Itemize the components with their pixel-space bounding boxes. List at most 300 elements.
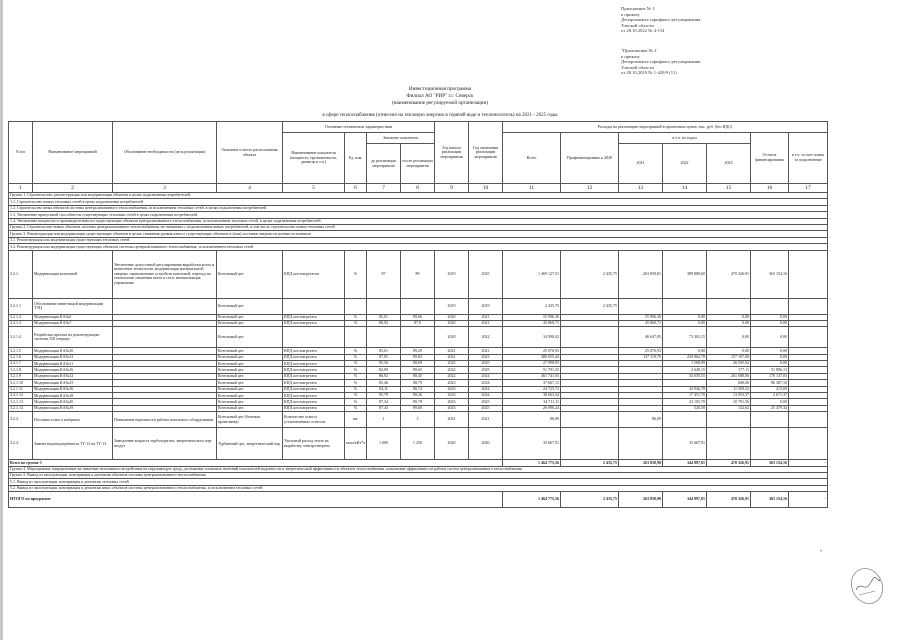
grand-total-label: ИТОГО по программе: [9, 492, 503, 508]
cell-no: 3.2.1.14: [9, 405, 33, 411]
cell-purpose: Повышение надежности работы котельного оборудования: [113, 412, 217, 428]
signature-stamp-icon: [847, 564, 887, 608]
grand-total-cell: 470 326,91: [707, 492, 751, 508]
cell-object: Котельный цех: [217, 380, 283, 386]
cell-after: 1 250: [401, 428, 435, 460]
cell-object: Котельный цех: [217, 320, 283, 326]
column-number: 3: [113, 184, 217, 193]
cell-start: 2023: [435, 405, 469, 411]
cell-start: 2020: [435, 314, 469, 320]
cell-y2: 34 946,78: [663, 386, 707, 392]
cell-purpose: [113, 298, 217, 314]
cell-no: 3.2.1.6: [9, 354, 33, 360]
column-number: 9: [435, 184, 469, 193]
cell-object: Котельный цех: [217, 386, 283, 392]
cell-total: 34 990,02: [503, 327, 561, 348]
cell-name: Модернизация КА№16: [33, 367, 113, 373]
cell-start: 2020: [435, 320, 469, 326]
cell-rest: 0,00: [751, 354, 789, 360]
cell-tech: КПД котлоагрегата: [283, 354, 345, 360]
cell-after: 89,65: [401, 367, 435, 373]
section-group-2: Группа 2. Строительство новых объектов системы централизованного теплоснабжения, не связанных с подключением новых потребителей, в том числе строительство новых тепловых сетей: [9, 224, 828, 230]
total-group-3-label: Всего по группе 3: [9, 460, 503, 466]
approval-line: от 28.10.2022 № 4-154: [621, 28, 665, 34]
cell-no: 3.2.1.4: [9, 327, 33, 348]
cell-before: 85,56: [367, 361, 401, 367]
cell-rest: [751, 412, 789, 428]
cell-name: Модернизация КА№20: [33, 399, 113, 405]
grand-total-cell: 344 997,81: [663, 492, 707, 508]
cell-purpose: Увеличение допустимой регулирования выработки котла и вынесение технологии, модернизация материальной энергии, переключение устройств котельной, переход на технологию снижения котла и сети, автоматизация управления: [113, 250, 217, 298]
cell-incl: [789, 428, 828, 460]
cell-after: 89,79: [401, 399, 435, 405]
cell-tech: КПД котлоагрегатов: [283, 250, 345, 298]
cell-object: Котельный цех: [217, 354, 283, 360]
cell-name: Разработка проекта на реконструкцию системы ХВ очереди: [33, 327, 113, 348]
cell-object: Котельный цех: [217, 399, 283, 405]
col-after-period: Остаток финансирования: [751, 133, 789, 184]
col-unit: Ед. изм.: [345, 133, 367, 184]
section-3-1: 3.1. Реконструкция или модернизация существующих тепловых сетей: [9, 237, 828, 243]
column-number: 10: [469, 184, 503, 193]
cell-no: 3.2.1.: [9, 250, 33, 298]
cell-start: 2022: [435, 373, 469, 379]
cell-y3: [707, 298, 751, 314]
cell-before: 86,92: [367, 373, 401, 379]
cell-name: Модернизация КА№10: [33, 348, 113, 354]
total-cell: 470 326,91: [707, 460, 751, 466]
cell-no: 3.2.1.8: [9, 367, 33, 373]
cell-after: 89,26: [401, 393, 435, 399]
grand-total-cell: -: [789, 492, 828, 508]
cell-start: 2021: [435, 412, 469, 428]
cell-no: 3.2.1.3: [9, 320, 33, 326]
cell-no: 3.2.1.9: [9, 373, 33, 379]
total-cell: -: [789, 460, 828, 466]
approval-stamp-1: [621, 6, 700, 34]
cell-before: 87,43: [367, 405, 401, 411]
title-line: Филиал АО "РИР" г.г. Северск: [406, 92, 474, 99]
cell-after: 89,29: [401, 348, 435, 354]
cell-unit: [345, 298, 367, 314]
cell-tech: КПД котлоагрегата: [283, 361, 345, 367]
cell-before: 87,34: [367, 399, 401, 405]
cell-y2: 220 862,78: [663, 354, 707, 360]
cell-rest: 363 154,16: [751, 250, 789, 298]
cell-fin: 2 435,75: [561, 298, 619, 314]
cell-total: 25 076,93: [503, 348, 561, 354]
section-1-3: 1.3. Увеличение пропускной способности существующих тепловых сетей в целях подключения потребителей: [9, 212, 828, 218]
cell-y2: 389 889,60: [663, 250, 707, 298]
cell-unit: %: [345, 348, 367, 354]
header-row-1: [9, 122, 828, 133]
approval-stamp-2: [621, 48, 700, 76]
cell-rest: 215,69: [751, 386, 789, 392]
approval-line: Томской области: [621, 22, 654, 28]
table-row: [9, 428, 828, 460]
col-y2021: 2021: [619, 144, 663, 184]
cell-rest: 0,00: [751, 399, 789, 405]
column-number: 13: [619, 184, 663, 193]
cell-fin: [561, 428, 619, 460]
cell-rest: 0,00: [751, 320, 789, 326]
cell-tech: КПД котлоагрегата: [283, 405, 345, 411]
cell-after: 88,69: [401, 361, 435, 367]
cell-name: Модернизация КА№15: [33, 380, 113, 386]
cell-before: [367, 327, 401, 348]
cell-start: 2021: [435, 348, 469, 354]
cell-total: 55 996,36: [503, 314, 561, 320]
cell-unit: %: [345, 380, 367, 386]
cell-rest: 25 479,34: [751, 405, 789, 411]
col-after: после реализации мероприятия: [401, 144, 435, 184]
col-object: Описание и место расположения объекта: [217, 122, 283, 184]
cell-start: 2021: [435, 354, 469, 360]
cell-tech: КПД котлоагрегата: [283, 314, 345, 320]
cell-after: 87,9: [401, 320, 435, 326]
cell-y3: 0,00: [707, 314, 751, 320]
cell-y3: 26 595,92: [707, 361, 751, 367]
table-row: [9, 298, 828, 314]
cell-start: 2023: [435, 380, 469, 386]
total-cell: 263 858,90: [619, 460, 663, 466]
column-number: 14: [663, 184, 707, 193]
cell-incl: [789, 298, 828, 314]
cell-y3: 0,00: [707, 320, 751, 326]
column-number: 6: [345, 184, 367, 193]
cell-total: 27 998,95: [503, 361, 561, 367]
cell-y3: 0,00: [707, 348, 751, 354]
cell-before: 1: [367, 412, 401, 428]
cell-tech: КПД котлоагрегата: [283, 386, 345, 392]
cell-before: 85,61: [367, 348, 401, 354]
cell-end: 2025: [469, 250, 503, 298]
grand-total-cell: 263 858,90: [619, 492, 663, 508]
cell-rest: 86 387,10: [751, 380, 789, 386]
cell-y3: 157 107,00: [707, 354, 751, 360]
cell-rest: 0,00: [751, 361, 789, 367]
cell-name: Модернизация котельной: [33, 250, 113, 298]
cell-after: 89,83: [401, 354, 435, 360]
column-number: 2: [33, 184, 113, 193]
total-cell: 344 997,81: [663, 460, 707, 466]
cell-incl: [789, 412, 828, 428]
cell-object: Котельный цех: [217, 314, 283, 320]
cell-end: 2021: [469, 348, 503, 354]
cell-end: 2024: [469, 386, 503, 392]
cell-total: 35 667,91: [503, 428, 561, 460]
cell-y2: 0,00: [663, 320, 707, 326]
table-row: [9, 250, 828, 298]
cell-tech: Удельный расход тепла на выработку электроэнергии: [283, 428, 345, 460]
col-groups: Наименование мероприятий: [33, 122, 113, 184]
title-line: (наименование регулируемой организации): [391, 99, 488, 106]
cell-y1: 263 858,81: [619, 250, 663, 298]
cell-name: Модернизация КА№5: [33, 314, 113, 320]
cell-tech: Количество осмоса установленных осмосов: [283, 412, 345, 428]
cell-y2: 34 050,55: [663, 373, 707, 379]
cell-name: Модернизация КА№18: [33, 393, 113, 399]
page-mark: *: [820, 549, 822, 554]
cell-total: 86,09: [503, 412, 561, 428]
title-line: Инвестиционная программа: [408, 86, 472, 92]
cell-total: 2 435,75: [503, 298, 561, 314]
cell-object: Котельный цех: [217, 361, 283, 367]
column-number: 7: [367, 184, 401, 193]
section-3-2: 3.2. Реконструкция или модернизация существующих объектов системы централизованного теплоснабжения, за исключением тепловых сетей: [9, 244, 828, 250]
column-number: 11: [503, 184, 561, 193]
cell-y2: 73 302,15: [663, 327, 707, 348]
cell-end: 2024: [469, 380, 503, 386]
section-group-5: Группа 5. Вывод из эксплуатации, консервация и демонтаж объектов системы централизованного теплоснабжения: [9, 472, 828, 478]
table-row: [9, 412, 828, 428]
cell-no: 3.2.1.1: [9, 298, 33, 314]
cell-start: 2023: [435, 386, 469, 392]
cell-total: 24 725,72: [503, 386, 561, 392]
cell-tech: КПД котлоагрегата: [283, 348, 345, 354]
cell-object: Котельный цех: [217, 373, 283, 379]
cell-after: 89,66: [401, 314, 435, 320]
cell-y2: 526,58: [663, 405, 707, 411]
cell-y2: 0,00: [663, 314, 707, 320]
cell-y2: 1 568,89: [663, 361, 707, 367]
col-tech-group: Основные технические характеристики: [283, 122, 435, 133]
cell-total: 461 741,65: [503, 373, 561, 379]
approval-line: к приказу: [621, 53, 640, 59]
cell-before: 82,09: [367, 367, 401, 373]
section-5-2: 5.2. Вывод из эксплуатации, консервация и демонтаж иных объектов системы централизованного теплоснабжения, за исключением тепловых сетей: [9, 485, 828, 491]
approval-line: к приказу: [621, 11, 640, 17]
cell-y3: 10 791,56: [707, 399, 751, 405]
cell-name: Модернизация КА№12: [33, 373, 113, 379]
cell-unit: %: [345, 399, 367, 405]
cell-rest: 176 147,03: [751, 373, 789, 379]
cell-y2: [663, 412, 707, 428]
col-y2022: 2022: [663, 144, 707, 184]
cell-purpose: [113, 327, 217, 348]
cell-tech: КПД котлоагрегата: [283, 380, 345, 386]
cell-unit: %: [345, 367, 367, 373]
cell-y1: 55 996,36: [619, 314, 663, 320]
cell-unit: %: [345, 361, 367, 367]
cell-end: 2021: [469, 412, 503, 428]
cell-y1: 137 119,76: [619, 354, 663, 360]
cell-before: 87,05: [367, 354, 401, 360]
column-number-row: [9, 184, 828, 193]
col-start: Год начала реализации мероприятия: [435, 122, 469, 184]
cell-start: 2020: [435, 327, 469, 348]
cell-start: 2022: [435, 367, 469, 373]
cell-unit: %: [345, 354, 367, 360]
col-no: N п/п: [9, 122, 33, 184]
cell-after: 89,60: [401, 405, 435, 411]
cell-before: 85,79: [367, 393, 401, 399]
cell-after: [401, 298, 435, 314]
cell-unit: %: [345, 393, 367, 399]
cell-end: 2022: [469, 327, 503, 348]
cell-end: 2021: [469, 320, 503, 326]
cell-tech: [283, 298, 345, 314]
cell-y1: 86,09: [619, 412, 663, 428]
cell-name: Замена водоподогревателя ТГ-12 на ТГ-13: [33, 428, 113, 460]
cell-total: 38 663,34: [503, 393, 561, 399]
cell-y3: 132,62: [707, 405, 751, 411]
cell-end: 2024: [469, 373, 503, 379]
cell-end: 2025: [469, 361, 503, 367]
approval-line: Томской области: [621, 64, 654, 70]
cell-after: 88,45: [401, 373, 435, 379]
cell-unit: %: [345, 250, 367, 298]
cell-rest: 0,00: [751, 314, 789, 320]
cell-end: 2024: [469, 393, 503, 399]
cell-y2: 35 667,91: [663, 428, 707, 460]
column-number: 16: [751, 184, 789, 193]
cell-total: 45 860,71: [503, 320, 561, 326]
cell-no: 3.2.2.: [9, 412, 33, 428]
cell-unit: %: [345, 320, 367, 326]
section-1-2: 1.2. Строительство иных объектов системы централизованного теплоснабжения, за исключением тепловых сетей, в целях подключения потребителей: [9, 205, 828, 211]
grand-total-cell: 2 435,75: [561, 492, 619, 508]
cell-no: 3.2.1.5: [9, 348, 33, 354]
scope-line: в сфере теплоснабжения (отнесено на тепловую энергию в горячей воде и теплоноситель) на 2021 - 2025 годы: [322, 113, 558, 118]
cell-after: 88,79: [401, 380, 435, 386]
cell-unit: %: [345, 314, 367, 320]
cell-end: 2021: [469, 314, 503, 320]
cell-rest: 2 671,37: [751, 393, 789, 399]
cell-before: 86,92: [367, 320, 401, 326]
cell-before: 85,46: [367, 380, 401, 386]
cell-no: 3.2.1.2: [9, 314, 33, 320]
cell-total: 51 791,35: [503, 367, 561, 373]
cell-rest: 51 896,13: [751, 367, 789, 373]
col-end: Год окончания реализации мероприятия: [469, 122, 503, 184]
cell-y2: 2 649,15: [663, 367, 707, 373]
column-number: 4: [217, 184, 283, 193]
col-values: Значение показателя: [367, 133, 435, 144]
cell-before: [367, 298, 401, 314]
column-number: 17: [789, 184, 828, 193]
col-cost-group: Расходы на реализацию мероприятий в прогнозных ценах, тыс. руб. (без НДС): [503, 122, 828, 133]
column-number: 15: [707, 184, 751, 193]
cell-start: 2019: [435, 298, 469, 314]
approval-line: от 28.10.2019 № 1-429/9 (11): [621, 70, 677, 76]
cell-y1: 45 860,71: [619, 320, 663, 326]
column-number: 5: [283, 184, 345, 193]
approval-line: Департамента тарифного регулирования: [621, 59, 701, 65]
cell-y2: [663, 298, 707, 314]
cell-purpose: Замедление возраста турбоагрегата, энергетического пар-воздух: [113, 428, 217, 460]
cell-unit: %: [345, 405, 367, 411]
cell-end: 2020: [469, 428, 503, 460]
col-y2023: 2023: [707, 144, 751, 184]
cell-incl: [789, 327, 828, 348]
cell-start: 2023: [435, 393, 469, 399]
cell-fin: [561, 327, 619, 348]
total-cell: 1 464 775,56: [503, 460, 561, 466]
cell-y3: 261 688,06: [707, 373, 751, 379]
cell-y2: 23 105,70: [663, 399, 707, 405]
cell-end: 2019: [469, 298, 503, 314]
cell-end: 2025: [469, 405, 503, 411]
cell-fin: [561, 412, 619, 428]
cell-unit: %: [345, 386, 367, 392]
section-1-4: 1.4. Увеличение мощности и производительности существующих объектов централизованного теплоснабжения, за исключением тепловых сетей, в целях подключения потребителей: [9, 218, 828, 224]
approval-line: "Приложение № 2: [621, 48, 657, 53]
cell-start: 2020: [435, 428, 469, 460]
cell-y1: [619, 298, 663, 314]
cell-rest: 0,00: [751, 327, 789, 348]
cell-after: [401, 327, 435, 348]
cell-object: Котельный цех: [217, 393, 283, 399]
cell-after: 88,74: [401, 386, 435, 392]
cell-y3: 13 953,57: [707, 393, 751, 399]
cell-start: 2025: [435, 361, 469, 367]
cell-name: Поставка осмоса кэтерных: [33, 412, 113, 428]
cell-name: Модернизация КА№11: [33, 361, 113, 367]
cell-y1: 46 647,85: [619, 327, 663, 348]
cell-no: 3.2.1.13: [9, 399, 33, 405]
cell-y1: 25 076,93: [619, 348, 663, 354]
cell-unit: шт.: [345, 412, 367, 428]
cell-unit: ккал/кВт*ч: [345, 428, 367, 460]
cell-no: 3.2.1.10: [9, 380, 33, 386]
col-total: Всего: [503, 133, 561, 184]
cell-y3: 11 509,52: [707, 386, 751, 392]
page-edge: [0, 0, 3, 640]
table-row: [9, 327, 828, 348]
cell-y1: [619, 428, 663, 460]
cell-unit: %: [345, 373, 367, 379]
cell-tech: [283, 327, 345, 348]
cell-no: 3.2.1.11: [9, 386, 33, 392]
cell-name: Модернизация КА№16: [33, 386, 113, 392]
cell-y3: 177,11: [707, 367, 751, 373]
column-number: 12: [561, 184, 619, 193]
cell-object: Котельный цех (бытовая кровельная): [217, 412, 283, 428]
cell-before: 84,11: [367, 386, 401, 392]
cell-tech: КПД котлоагрегата: [283, 399, 345, 405]
grand-total-cell: 1 464 775,56: [503, 492, 561, 508]
section-group-4: Группа 4. Мероприятия, направленные на снижение негативного воздействия на окружающую среду, достижение плановых значений показателей надежности и энергетической эффективности объектов теплоснабжения, повышение эффективности работы систем централизованного теплоснабжения: [9, 466, 828, 472]
cell-end: 2025: [469, 399, 503, 405]
investment-table: [8, 121, 828, 508]
cell-total: 1 469 127,51: [503, 250, 561, 298]
cell-y3: [707, 412, 751, 428]
section-group-3: Группа 3. Реконструкция или модернизация существующих объектов в целях снижения уровня износа существующих объектов и (или) поставки энергии из разных источников: [9, 231, 828, 237]
cell-total: 37 667,13: [503, 380, 561, 386]
cell-name: Обоснование инвестиций модернизации ТЭЦ: [33, 298, 113, 314]
cell-y2: 17 451,70: [663, 393, 707, 399]
cell-rest: [751, 428, 789, 460]
cell-y3: [707, 428, 751, 460]
cell-name: Модернизация КА№13: [33, 354, 113, 360]
total-cell: 363 154,16: [751, 460, 789, 466]
section-group-1: Группа 1. Строительство, реконструкция или модернизация объектов в целях подключения потребителей:: [9, 193, 828, 199]
cell-no: 3.2.3.: [9, 428, 33, 460]
column-number: 8: [401, 184, 435, 193]
cell-after: 89: [401, 250, 435, 298]
grand-total-row: [9, 492, 828, 508]
cell-start: 2023: [435, 399, 469, 405]
cell-y3: 470 326,91: [707, 250, 751, 298]
col-financed: Профинансировано к 2020: [561, 133, 619, 184]
cell-tech: КПД котлоагрегата: [283, 393, 345, 399]
cell-total: 34 711,11: [503, 399, 561, 405]
cell-start: 2019: [435, 250, 469, 298]
cell-tech: КПД котлоагрегата: [283, 320, 345, 326]
cell-fin: 2 435,75: [561, 250, 619, 298]
cell-object: Котельный цех: [217, 405, 283, 411]
